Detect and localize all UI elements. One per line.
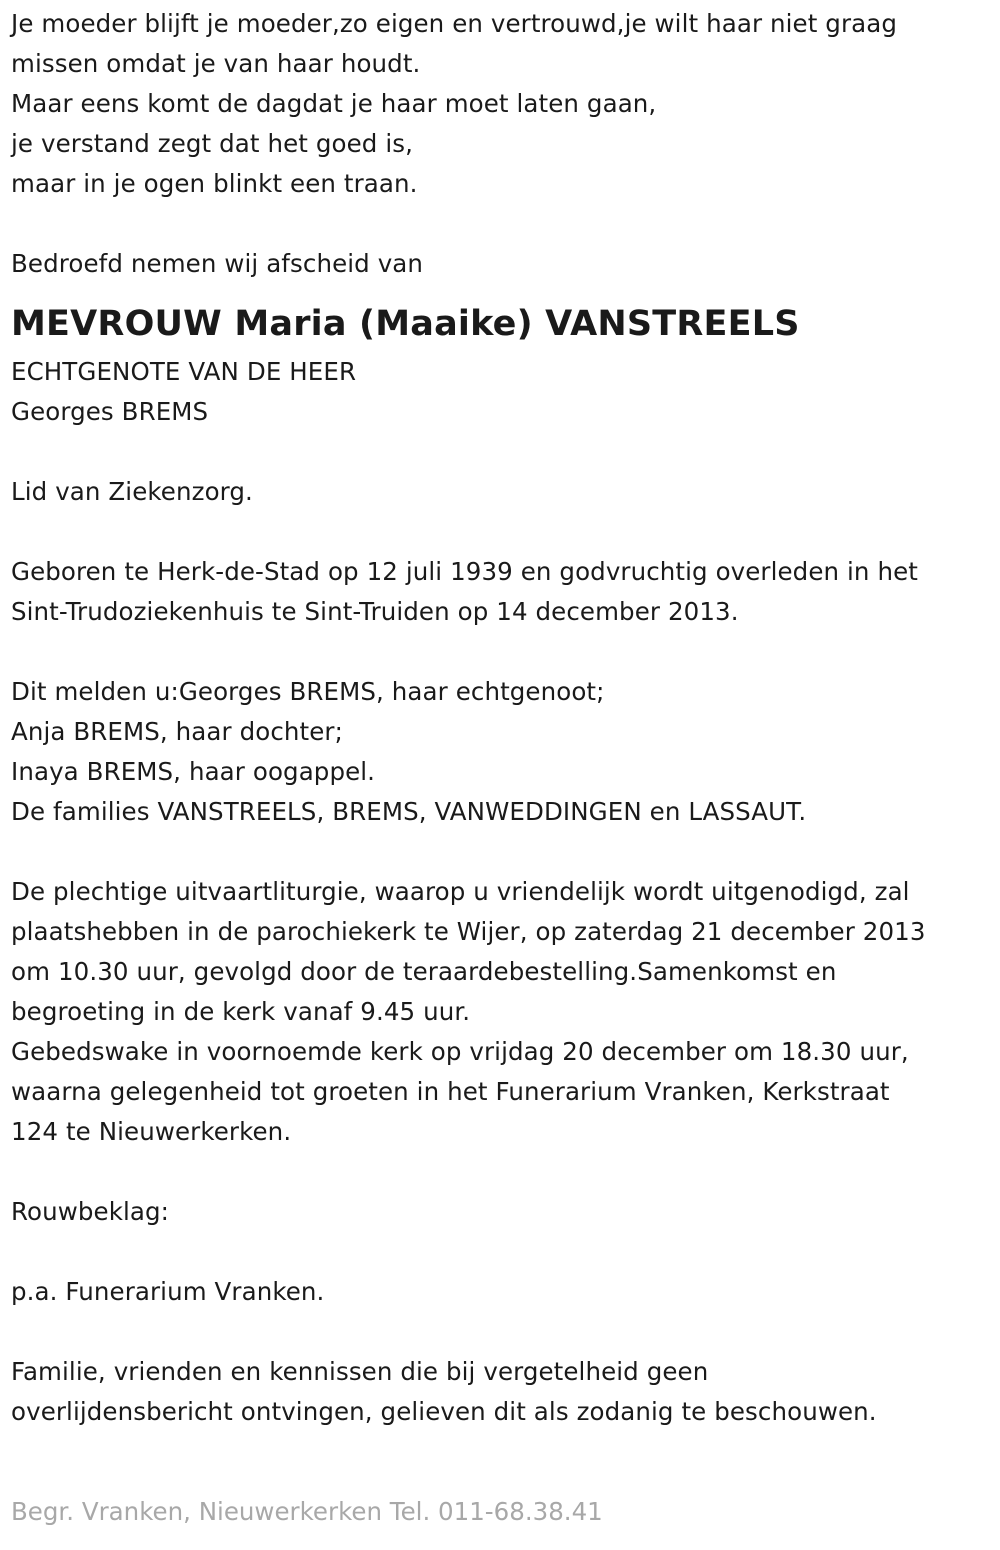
poem-line: Je moeder blijft je moeder,zo eigen en vertrouwd,je wilt haar niet graag xyxy=(11,9,898,38)
spacer xyxy=(11,432,991,472)
poem-line: Maar eens komt de dagdat je haar moet laten gaan, xyxy=(11,89,657,118)
spacer xyxy=(11,1232,991,1272)
spacer xyxy=(11,832,991,872)
birth-death-line: Geboren te Herk-de-Stad op 12 juli 1939 en godvruchtig overleden in het xyxy=(11,557,918,586)
announcer-line: Dit melden u:Georges BREMS, haar echtgenoot; xyxy=(11,677,605,706)
intro-text: Bedroefd nemen wij afscheid van xyxy=(11,249,424,278)
membership-text: Lid van Ziekenzorg. xyxy=(11,477,253,506)
notice-line: Familie, vrienden en kennissen die bij vergetelheid geen xyxy=(11,1357,709,1386)
poem-line: je verstand zegt dat het goed is, xyxy=(11,129,414,158)
spacer xyxy=(11,632,991,672)
notice-line: overlijdensbericht ontvingen, gelieven dit als zodanig te beschouwen. xyxy=(11,1397,877,1426)
deceased-name: MEVROUW Maria (Maaike) VANSTREELS xyxy=(11,304,800,344)
funeral-line: waarna gelegenheid tot groeten in het Funerarium Vranken, Kerkstraat xyxy=(11,1077,890,1106)
obituary-document xyxy=(11,4,991,1432)
funeral-line: plaatshebben in de parochiekerk te Wijer, op zaterdag 21 december 2013 xyxy=(11,917,926,946)
notice-paragraph xyxy=(11,1352,991,1432)
spacer xyxy=(11,204,991,244)
birth-death-line: Sint-Trudoziekenhuis te Sint-Truiden op 14 december 2013. xyxy=(11,597,739,626)
spacer xyxy=(11,1312,991,1352)
spouse-label: ECHTGENOTE VAN DE HEER xyxy=(11,357,357,386)
poem-line: maar in je ogen blinkt een traan. xyxy=(11,169,418,198)
birth-death-paragraph xyxy=(11,552,991,632)
announcer-line: Anja BREMS, haar dochter; xyxy=(11,717,343,746)
condolences-label: Rouwbeklag: xyxy=(11,1197,170,1226)
poem xyxy=(11,4,991,204)
funeral-line: De plechtige uitvaartliturgie, waarop u vriendelijk wordt uitgenodigd, zal xyxy=(11,877,910,906)
condolences-address: p.a. Funerarium Vranken. xyxy=(11,1277,325,1306)
announcer-line: De families VANSTREELS, BREMS, VANWEDDINGEN en LASSAUT. xyxy=(11,797,807,826)
funeral-line: Gebedswake in voornoemde kerk op vrijdag 20 december om 18.30 uur, xyxy=(11,1037,909,1066)
funeral-home-footer: Begr. Vranken, Nieuwerkerken Tel. 011-68.38.41 xyxy=(11,1497,603,1526)
announcer-line: Inaya BREMS, haar oogappel. xyxy=(11,757,376,786)
spacer xyxy=(11,512,991,552)
spouse-name: Georges BREMS xyxy=(11,397,209,426)
poem-line: missen omdat je van haar houdt. xyxy=(11,49,421,78)
announcers-paragraph xyxy=(11,672,991,832)
funeral-line: begroeting in de kerk vanaf 9.45 uur. xyxy=(11,997,471,1026)
spacer xyxy=(11,1152,991,1192)
funeral-line: 124 te Nieuwerkerken. xyxy=(11,1117,292,1146)
funeral-line: om 10.30 uur, gevolgd door de teraardebestelling.Samenkomst en xyxy=(11,957,837,986)
funeral-paragraph xyxy=(11,872,991,1152)
